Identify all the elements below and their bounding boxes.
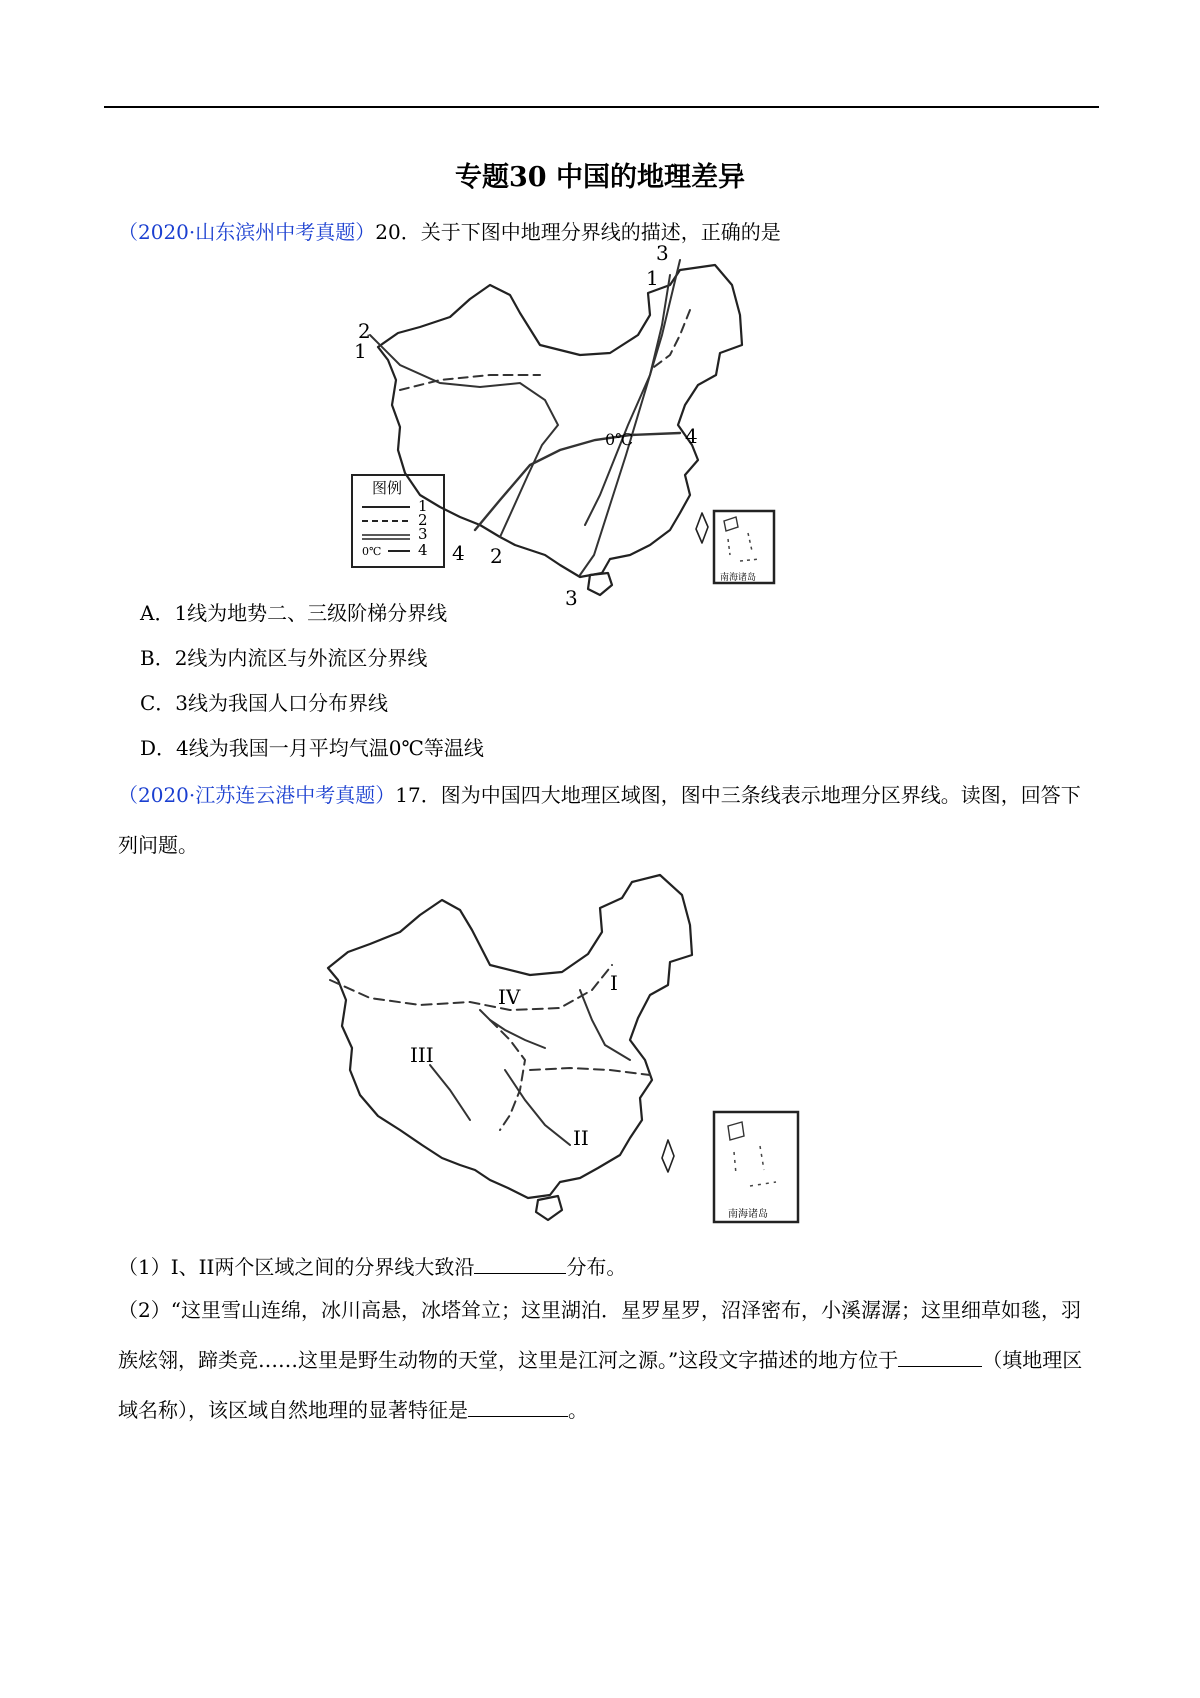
option-d[interactable]: D．4线为我国一月平均气温0℃等温线 bbox=[140, 736, 484, 760]
north-northwest-line bbox=[330, 965, 612, 1010]
hainan-island bbox=[588, 573, 612, 595]
taiwan-island-2 bbox=[662, 1140, 674, 1172]
question-17-source: （2020·江苏连云港中考真题） bbox=[118, 783, 396, 807]
option-a[interactable]: A．1线为地势二、三级阶梯分界线 bbox=[140, 601, 448, 625]
legend-zero-label: 0℃ bbox=[362, 545, 382, 558]
line-label-2-bottom: 2 bbox=[490, 544, 503, 568]
sub-question-2-text: （2）“这里雪山连绵，冰川高悬，冰塔耸立；这里湖泊．星罗星罗，沼泽密布，小溪潺潺；这里细草如毯，羽族炫翎，蹄类竞……这里是野生动物的天堂，这里是江河之源。”这段文字描述的地方位于 bbox=[118, 1298, 1081, 1372]
legend-title: 图例 bbox=[372, 479, 403, 497]
sub-question-1-text: （1）I、II两个区域之间的分界线大致沿 bbox=[118, 1255, 475, 1279]
interior-line-d bbox=[430, 1065, 470, 1120]
china-four-regions-map bbox=[330, 870, 830, 1240]
line-label-4: 4 bbox=[685, 424, 698, 448]
inset-label-2: 南海诸岛 bbox=[728, 1209, 768, 1220]
region-label-iv: IV bbox=[498, 985, 521, 1009]
china-outline-2 bbox=[328, 875, 692, 1198]
question-20-text: 20．关于下图中地理分界线的描述，正确的是 bbox=[375, 220, 781, 244]
legend-item-4: 4 bbox=[418, 541, 428, 559]
interior-line-c bbox=[505, 1070, 570, 1145]
hainan-island-2 bbox=[536, 1196, 562, 1220]
answer-blank-2[interactable] bbox=[898, 1344, 982, 1367]
map1-line-labels bbox=[354, 241, 698, 610]
region-label-i: I bbox=[610, 971, 618, 995]
china-outline bbox=[378, 265, 742, 577]
china-boundary-lines-map bbox=[354, 241, 840, 635]
line-label-1-left: 1 bbox=[354, 339, 367, 363]
south-china-sea-inset-1 bbox=[714, 511, 774, 583]
option-c[interactable]: C．3线为我国人口分布界线 bbox=[140, 691, 389, 715]
zero-degree-label: 0℃ bbox=[605, 430, 634, 449]
line-label-4-left: 4 bbox=[452, 541, 465, 565]
region-labels bbox=[410, 971, 618, 1150]
header-rule bbox=[104, 106, 1099, 108]
line-label-2-left: 2 bbox=[358, 319, 371, 343]
line-label-1: 1 bbox=[646, 266, 659, 290]
interior-line-b bbox=[580, 990, 630, 1060]
question-17-text: 17．图为中国四大地理区域图，图中三条线表示地理分区界线。读图，回答下列问题。 bbox=[118, 783, 1081, 857]
sub-question-2-middle: （填地理区域名称），该区域自然地理的显著特征是 bbox=[118, 1348, 1083, 1422]
page-title: 专题30 中国的地理差异 bbox=[455, 162, 745, 193]
south-china-sea-inset-2 bbox=[714, 1112, 798, 1222]
answer-blank-1[interactable] bbox=[474, 1251, 566, 1274]
line-1-terrain-step bbox=[585, 275, 670, 525]
question-20-source: （2020·山东滨州中考真题） bbox=[118, 220, 376, 244]
region-label-ii: II bbox=[573, 1126, 589, 1150]
option-b[interactable]: B．2线为内流区与外流区分界线 bbox=[140, 646, 428, 670]
region-label-iii: III bbox=[410, 1043, 434, 1067]
legend-item-1: 1 bbox=[418, 497, 428, 515]
legend-item-3: 3 bbox=[418, 525, 428, 543]
question-20-stem bbox=[118, 217, 781, 247]
line-label-3-bottom: 3 bbox=[565, 586, 578, 610]
sub-question-1-tail: 分布。 bbox=[566, 1255, 627, 1279]
line-label-3: 3 bbox=[656, 241, 669, 265]
line-dashed-north bbox=[650, 310, 690, 370]
qinling-huaihe-line bbox=[530, 1068, 650, 1075]
sub-question-2 bbox=[118, 1285, 1098, 1435]
question-17-stem bbox=[118, 770, 1098, 870]
map1-legend bbox=[352, 475, 444, 567]
sub-question-1 bbox=[118, 1251, 626, 1282]
legend-item-2: 2 bbox=[418, 511, 428, 529]
answer-blank-3[interactable] bbox=[468, 1394, 568, 1417]
inset-label-1: 南海诸岛 bbox=[720, 573, 757, 583]
sub-question-2-tail: 。 bbox=[568, 1398, 588, 1422]
taiwan-island bbox=[696, 513, 708, 543]
line-4-zero-isotherm bbox=[475, 433, 680, 530]
